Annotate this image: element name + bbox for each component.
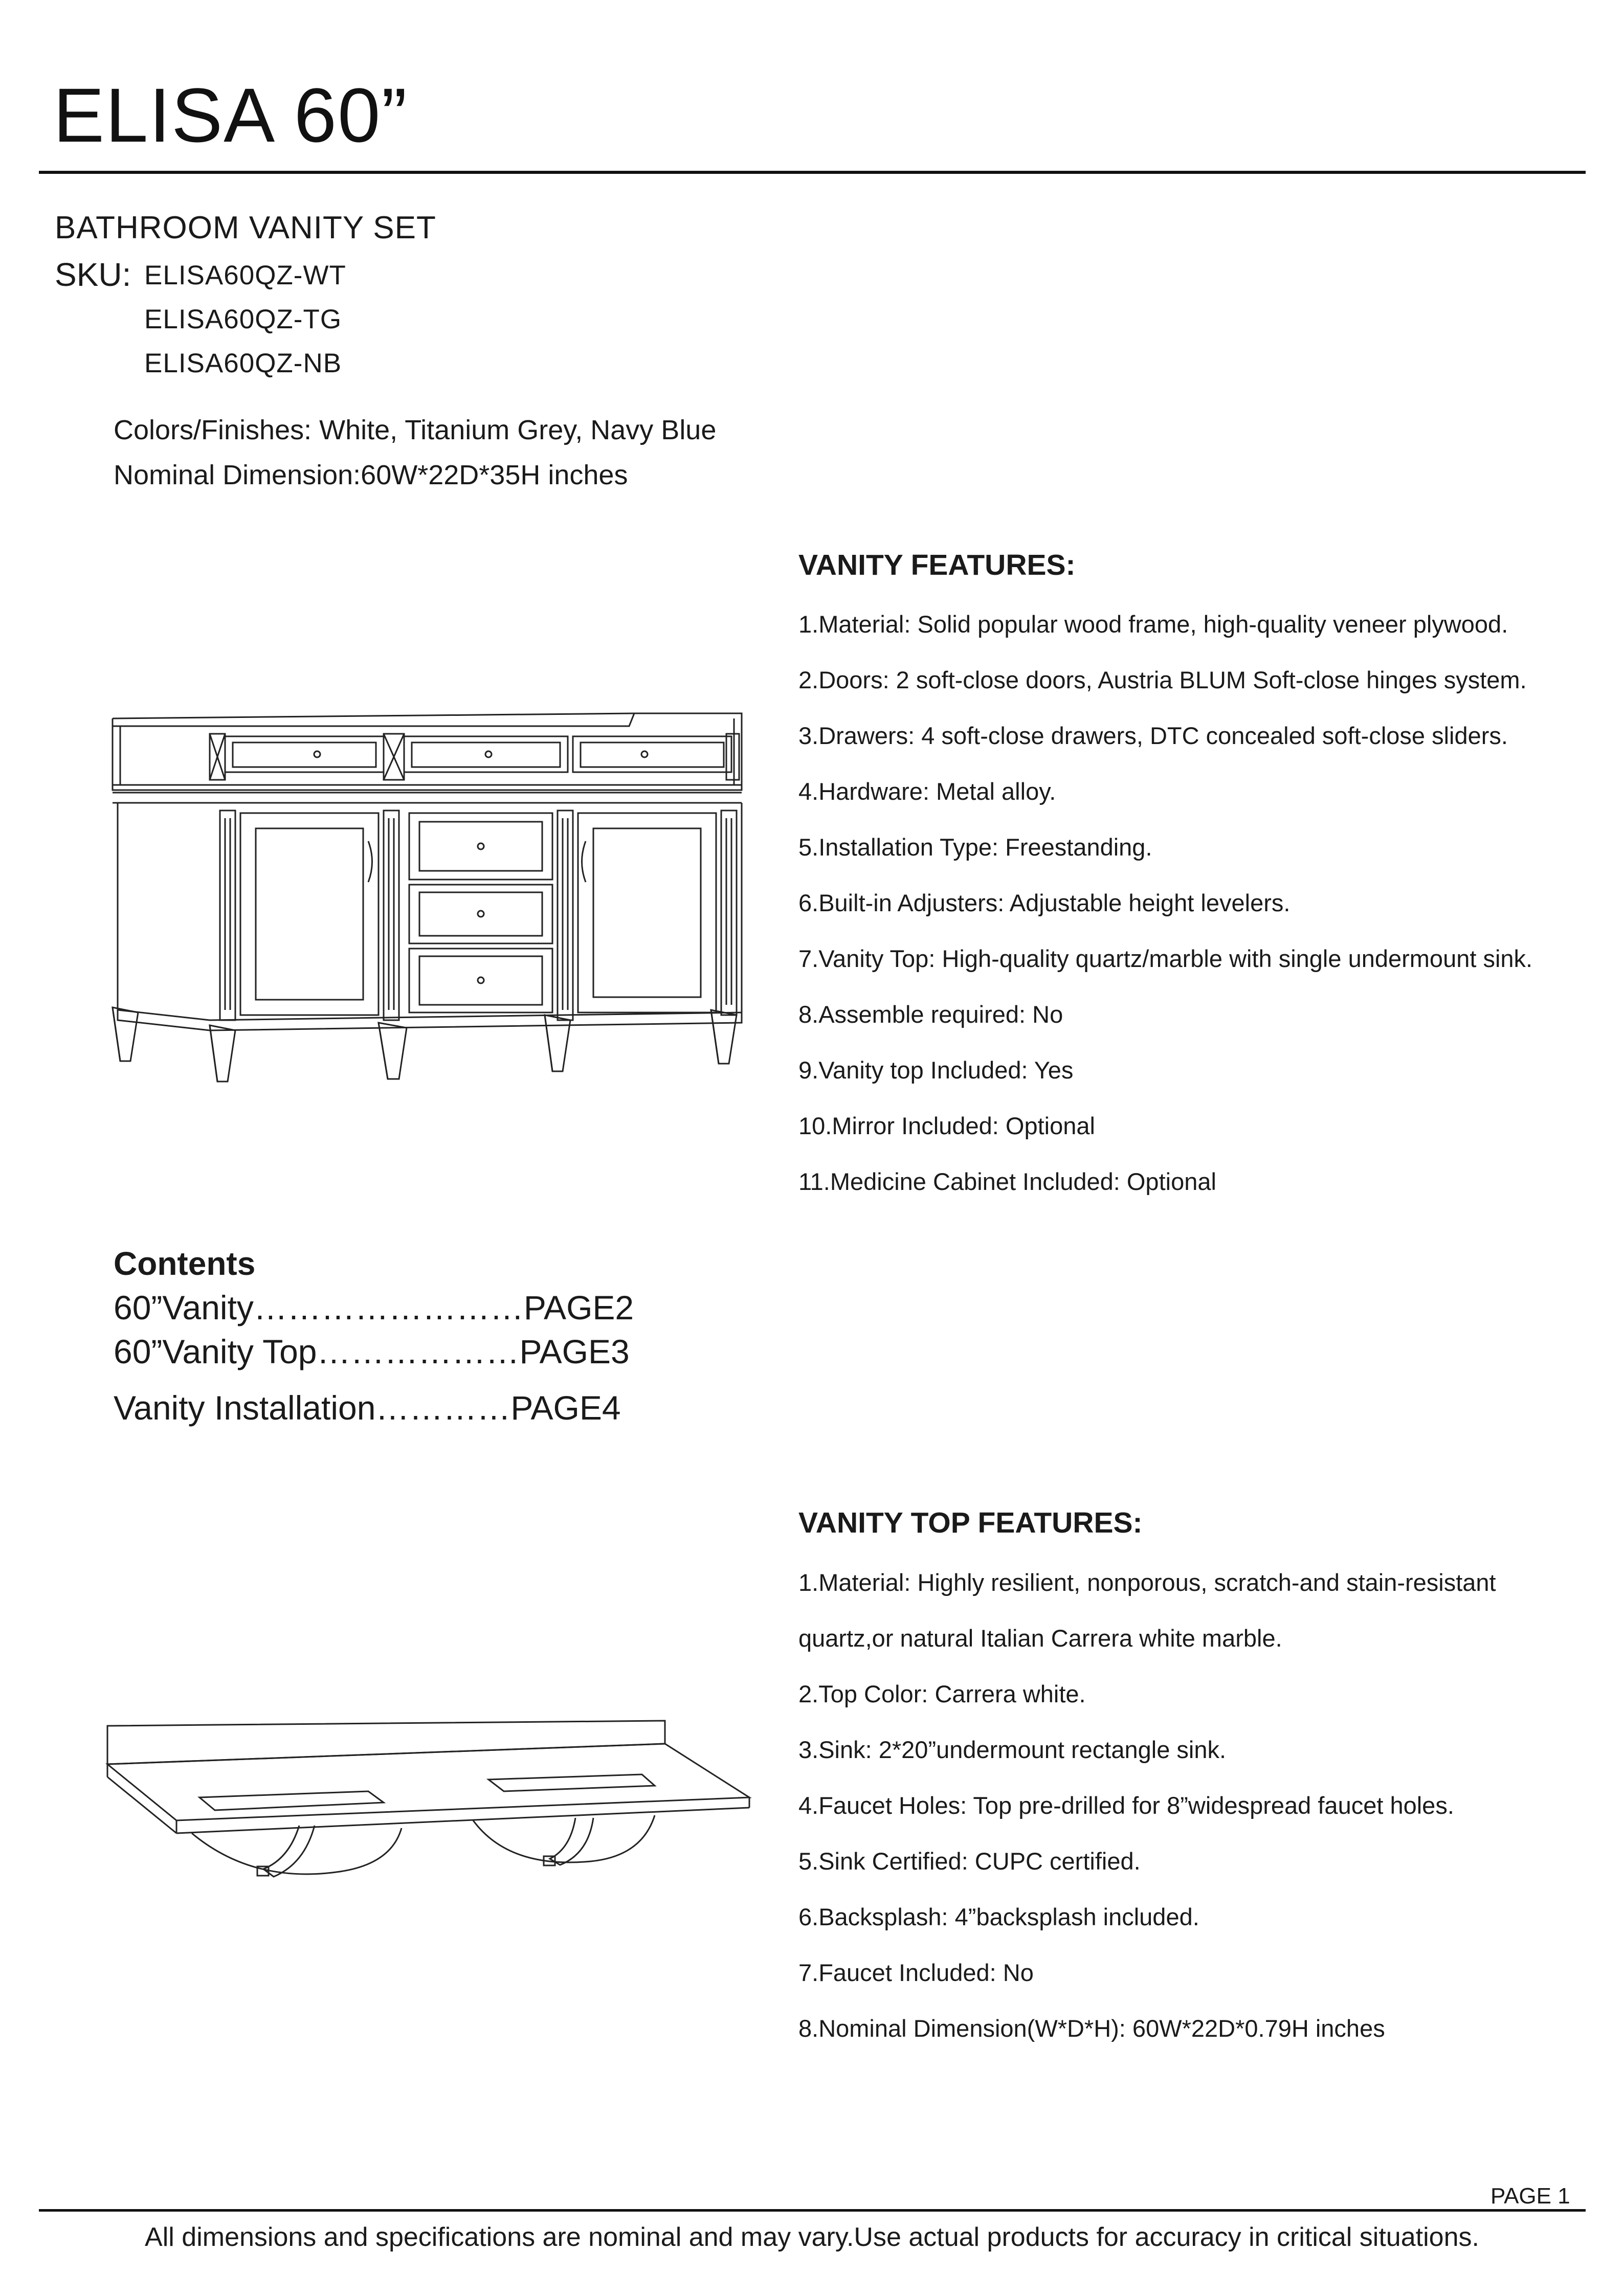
header-divider <box>39 171 1586 174</box>
contents-heading: Contents <box>114 1245 256 1282</box>
vanity-top-feature-item: quartz,or natural Italian Carrera white marble. <box>798 1625 1282 1652</box>
toc-item-vanity-top: 60”Vanity Top………………PAGE3 <box>114 1333 630 1370</box>
footer-disclaimer: All dimensions and specifications are nominal and may vary.Use actual products for accuracy in critical situations. <box>145 2222 1479 2252</box>
vanity-feature-item: 1.Material: Solid popular wood frame, high-quality veneer plywood. <box>798 611 1508 638</box>
vanity-feature-item: 5.Installation Type: Freestanding. <box>798 834 1152 861</box>
toc-item-vanity: 60”Vanity……………………PAGE2 <box>114 1289 634 1326</box>
vanity-feature-item: 10.Mirror Included: Optional <box>798 1112 1095 1139</box>
vanity-feature-item: 6.Built-in Adjusters: Adjustable height levelers. <box>798 889 1291 916</box>
sku-item: ELISA60QZ-TG <box>144 304 342 334</box>
footer-divider <box>39 2209 1586 2212</box>
sku-item: ELISA60QZ-NB <box>144 348 342 378</box>
vanity-feature-item: 9.Vanity top Included: Yes <box>798 1056 1074 1084</box>
vanity-top-features-heading: VANITY TOP FEATURES: <box>798 1506 1143 1539</box>
vanity-feature-item: 4.Hardware: Metal alloy. <box>798 778 1056 805</box>
vanity-top-feature-item: 3.Sink: 2*20”undermount rectangle sink. <box>798 1736 1227 1763</box>
colors-finishes: Colors/Finishes: White, Titanium Grey, Navy Blue <box>114 415 717 445</box>
vanity-top-feature-item: 7.Faucet Included: No <box>798 1959 1034 1986</box>
vanity-cabinet-illustration <box>107 703 747 1087</box>
page-title: ELISA 60” <box>53 72 408 158</box>
vanity-top-feature-item: 2.Top Color: Carrera white. <box>798 1680 1086 1707</box>
nominal-dimension: Nominal Dimension:60W*22D*35H inches <box>114 460 628 490</box>
toc-item-installation: Vanity Installation…………PAGE4 <box>114 1389 621 1427</box>
sku-item: ELISA60QZ-WT <box>144 260 346 290</box>
vanity-feature-item: 2.Doors: 2 soft-close doors, Austria BLUM Soft-close hinges system. <box>798 666 1527 693</box>
vanity-feature-item: 8.Assemble required: No <box>798 1001 1063 1028</box>
vanity-features-heading: VANITY FEATURES: <box>798 549 1076 581</box>
vanity-top-feature-item: 5.Sink Certified: CUPC certified. <box>798 1848 1141 1875</box>
product-subtitle: BATHROOM VANITY SET <box>55 210 436 245</box>
vanity-feature-item: 11.Medicine Cabinet Included: Optional <box>798 1168 1216 1195</box>
vanity-top-illustration <box>100 1716 760 1884</box>
vanity-top-feature-item: 8.Nominal Dimension(W*D*H): 60W*22D*0.79H inches <box>798 2015 1385 2042</box>
vanity-top-feature-item: 1.Material: Highly resilient, nonporous, scratch-and stain-resistant <box>798 1569 1496 1596</box>
vanity-top-feature-item: 4.Faucet Holes: Top pre-drilled for 8”widespread faucet holes. <box>798 1792 1454 1819</box>
vanity-top-feature-item: 6.Backsplash: 4”backsplash included. <box>798 1903 1199 1930</box>
page-number: PAGE 1 <box>1490 2184 1570 2209</box>
vanity-feature-item: 3.Drawers: 4 soft-close drawers, DTC concealed soft-close sliders. <box>798 722 1508 749</box>
vanity-feature-item: 7.Vanity Top: High-quality quartz/marble with single undermount sink. <box>798 945 1533 972</box>
sku-label: SKU: <box>55 256 131 293</box>
